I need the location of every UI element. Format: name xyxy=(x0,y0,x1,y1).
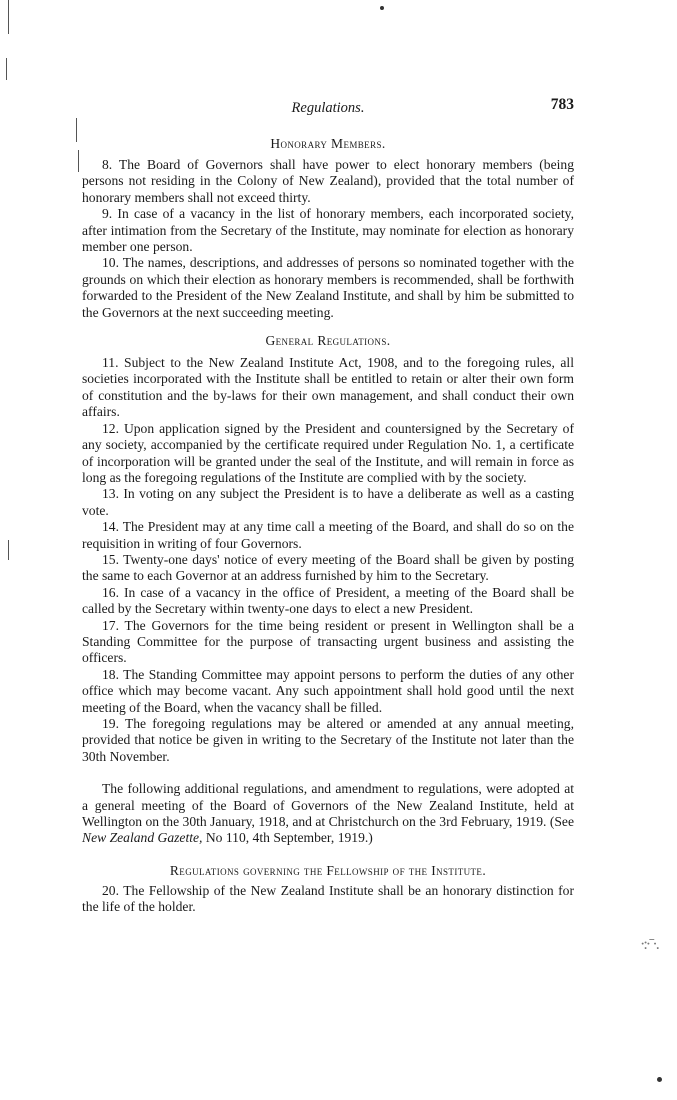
scan-speck xyxy=(380,6,384,10)
paragraph: 20. The Fellowship of the New Zealand Institute shall be an honorary distinction for the life of the holder. xyxy=(82,882,574,915)
paragraph: 10. The names, descriptions, and addresses of persons so nominated together with the grounds on which their election as honorary members is recommended, shall be forthwith forwarded to the President of the New Zealand Institute, and shall by him be submitted to the Governors at the next succeeding meeting. xyxy=(82,255,574,320)
scan-edge-mark xyxy=(8,540,9,560)
paragraph: 14. The President may at any time call a meeting of the Board, and shall do so on the requisition in writing of four Governors. xyxy=(82,519,574,551)
scan-edge-mark xyxy=(78,150,79,172)
running-title: Regulations. xyxy=(291,100,365,116)
paragraph: 17. The Governors for the time being resident or present in Wellington shall be a Standing Committee for the purpose of transacting urgent business and assisting the officers. xyxy=(82,617,574,666)
scan-speck xyxy=(657,1077,662,1082)
paragraph: 8. The Board of Governors shall have power to elect honorary members (being persons not residing in the Colony of New Zealand), provided that the total number of honorary members shall not exceed thirty. xyxy=(82,157,574,205)
page xyxy=(82,96,574,916)
running-head xyxy=(82,96,574,126)
gazette-title: New Zealand Gazette, xyxy=(82,830,203,846)
paragraph: 15. Twenty-one days' notice of every meeting of the Board shall be given by posting the same to each Governor at an address furnished by him to the Secretary. xyxy=(82,551,574,584)
section-heading: Honorary Members. xyxy=(270,136,386,151)
paragraph: 18. The Standing Committee may appoint persons to perform the duties of any other office which may become vacant. Any such appointment shall hold good until the next meeting of the Board, when the vacancy shall be filled. xyxy=(82,666,574,715)
note-text: The following additional regulations, and amendment to regulations, were adopted at a general meeting of the Board of Governors of the New Zealand Institute, held at Wellington on the 30th January, 1918, and at Christchurch on the 3rd February, 1919. (See xyxy=(82,781,574,830)
note-text: No 110, 4th September, 1919.) xyxy=(202,830,373,846)
section-heading: Regulations governing the Fellowship of the Institute. xyxy=(169,862,487,878)
paragraph: 13. In voting on any subject the President is to have a deliberate as well as a casting vote. xyxy=(82,486,574,518)
scan-smudge: ·:·ˉ·. xyxy=(640,936,658,953)
paragraph: 9. In case of a vacancy in the list of honorary members, each incorporated society, after intimation from the Secretary of the Institute, may nominate for election as honorary member one person. xyxy=(82,206,574,255)
scan-edge-mark xyxy=(76,118,77,142)
scan-edge-mark xyxy=(8,0,9,34)
scan-edge-mark xyxy=(6,58,7,80)
page-number: 783 xyxy=(550,96,574,113)
section-heading: General Regulations. xyxy=(265,333,391,349)
paragraph: 12. Upon application signed by the President and countersigned by the Secretary of any society, accompanied by the certificate required under Regulation No. 1, a certificate of incorporation will be granted under the seal of the Institute, and will remain in force as long as the foregoing regulations of the Institute are complied with by the society. xyxy=(82,420,574,485)
paragraph: 11. Subject to the New Zealand Institute Act, 1908, and to the foregoing rules, all societies incorporated with the Institute shall be entitled to retain or alter their own form of constitution and the by-laws for their own management, and shall conduct their own affairs. xyxy=(82,355,574,420)
paragraph: 16. In case of a vacancy in the office of President, a meeting of the Board shall be called by the Secretary within twenty-one days to elect a new President. xyxy=(82,584,574,617)
paragraph: 19. The foregoing regulations may be altered or amended at any annual meeting, provided that notice be given in writing to the Secretary of the Institute not later than the 30th November. xyxy=(82,716,574,764)
amendment-note xyxy=(82,781,574,847)
